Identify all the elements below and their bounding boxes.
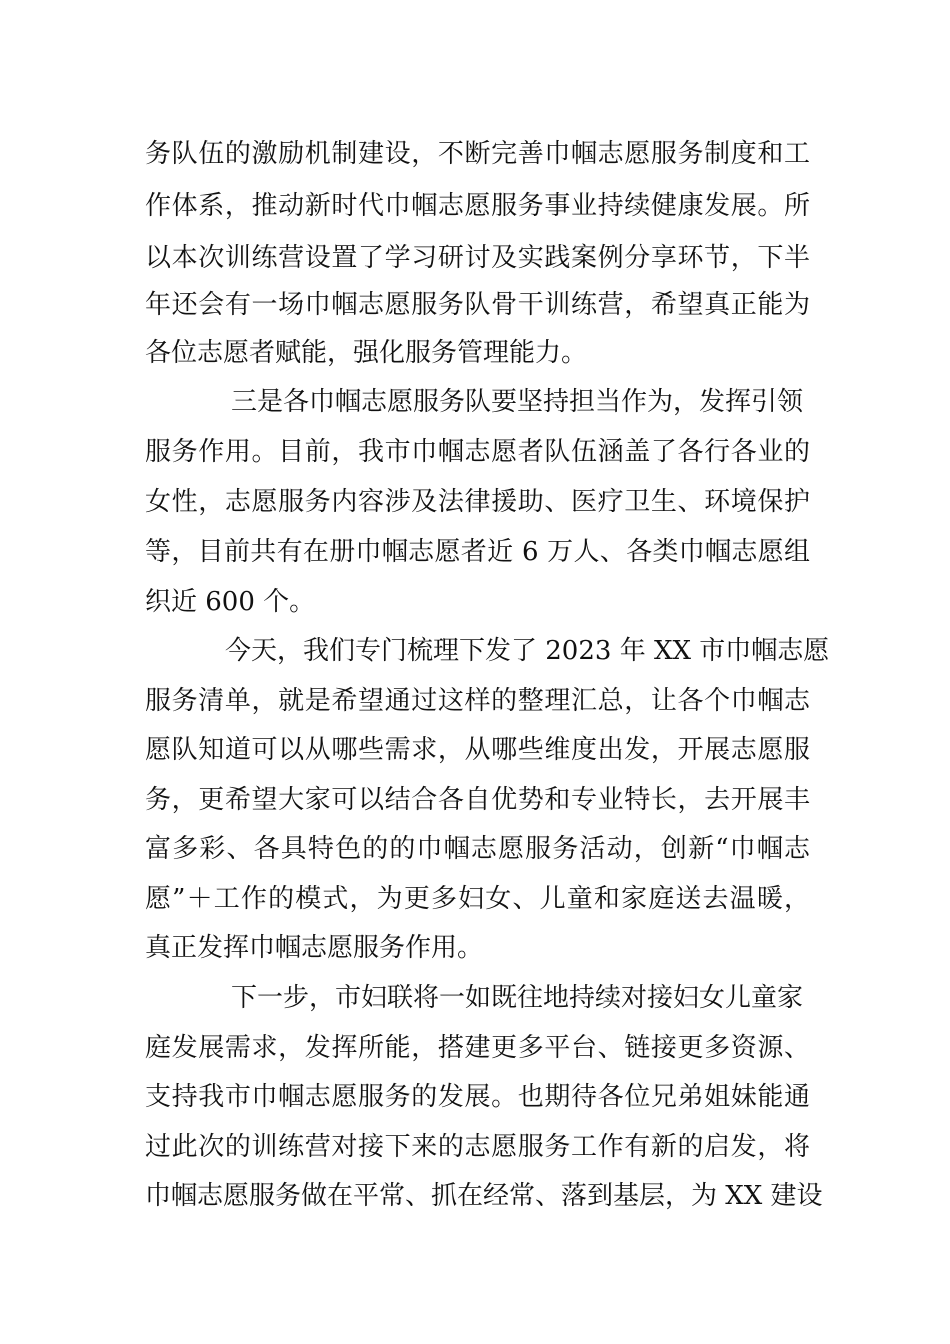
text-line: 富多彩、各具特色的的巾帼志愿服务活动，创新“巾帼志 xyxy=(145,834,810,864)
text-line: 织近 600 个。 xyxy=(145,587,316,617)
text-line: 务，更希望大家可以结合各自优势和专业特长，去开展丰 xyxy=(145,785,810,815)
text-line: 以本次训练营设置了学习研讨及实践案例分享环节，下半 xyxy=(145,243,810,273)
text-line: 下一步，市妇联将一如既往地持续对接妇女儿童家 xyxy=(231,983,804,1013)
text-line: 务队伍的激励机制建设，不断完善巾帼志愿服务制度和工 xyxy=(145,139,810,169)
text-line: 年还会有一场巾帼志愿服务队骨干训练营，希望真正能为 xyxy=(145,290,810,320)
text-line: 女性，志愿服务内容涉及法律援助、医疗卫生、环境保护 xyxy=(145,487,810,517)
text-line: 愿”＋工作的模式，为更多妇女、儿童和家庭送去温暖， xyxy=(145,884,810,914)
text-line: 各位志愿者赋能，强化服务管理能力。 xyxy=(145,338,588,368)
text-line: 三是各巾帼志愿服务队要坚持担当作为，发挥引领 xyxy=(231,387,804,417)
text-line: 等，目前共有在册巾帼志愿者近 6 万人、各类巾帼志愿组 xyxy=(145,537,810,567)
text-line: 服务作用。目前，我市巾帼志愿者队伍涵盖了各行各业的 xyxy=(145,437,810,467)
text-line: 愿队知道可以从哪些需求，从哪些维度出发，开展志愿服 xyxy=(145,735,810,765)
text-line: 过此次的训练营对接下来的志愿服务工作有新的启发，将 xyxy=(145,1132,810,1162)
text-line: 作体系，推动新时代巾帼志愿服务事业持续健康发展。所 xyxy=(145,191,810,221)
text-line: 巾帼志愿服务做在平常、抓在经常、落到基层，为 XX 建设 xyxy=(145,1181,823,1211)
text-line: 真正发挥巾帼志愿服务作用。 xyxy=(145,933,484,963)
text-line: 今天，我们专门梳理下发了 2023 年 XX 市巾帼志愿 xyxy=(225,636,830,666)
text-line: 支持我市巾帼志愿服务的发展。也期待各位兄弟姐妹能通 xyxy=(145,1082,810,1112)
text-line: 服务清单，就是希望通过这样的整理汇总，让各个巾帼志 xyxy=(145,686,810,716)
text-line: 庭发展需求，发挥所能，搭建更多平台、链接更多资源、 xyxy=(145,1033,810,1063)
